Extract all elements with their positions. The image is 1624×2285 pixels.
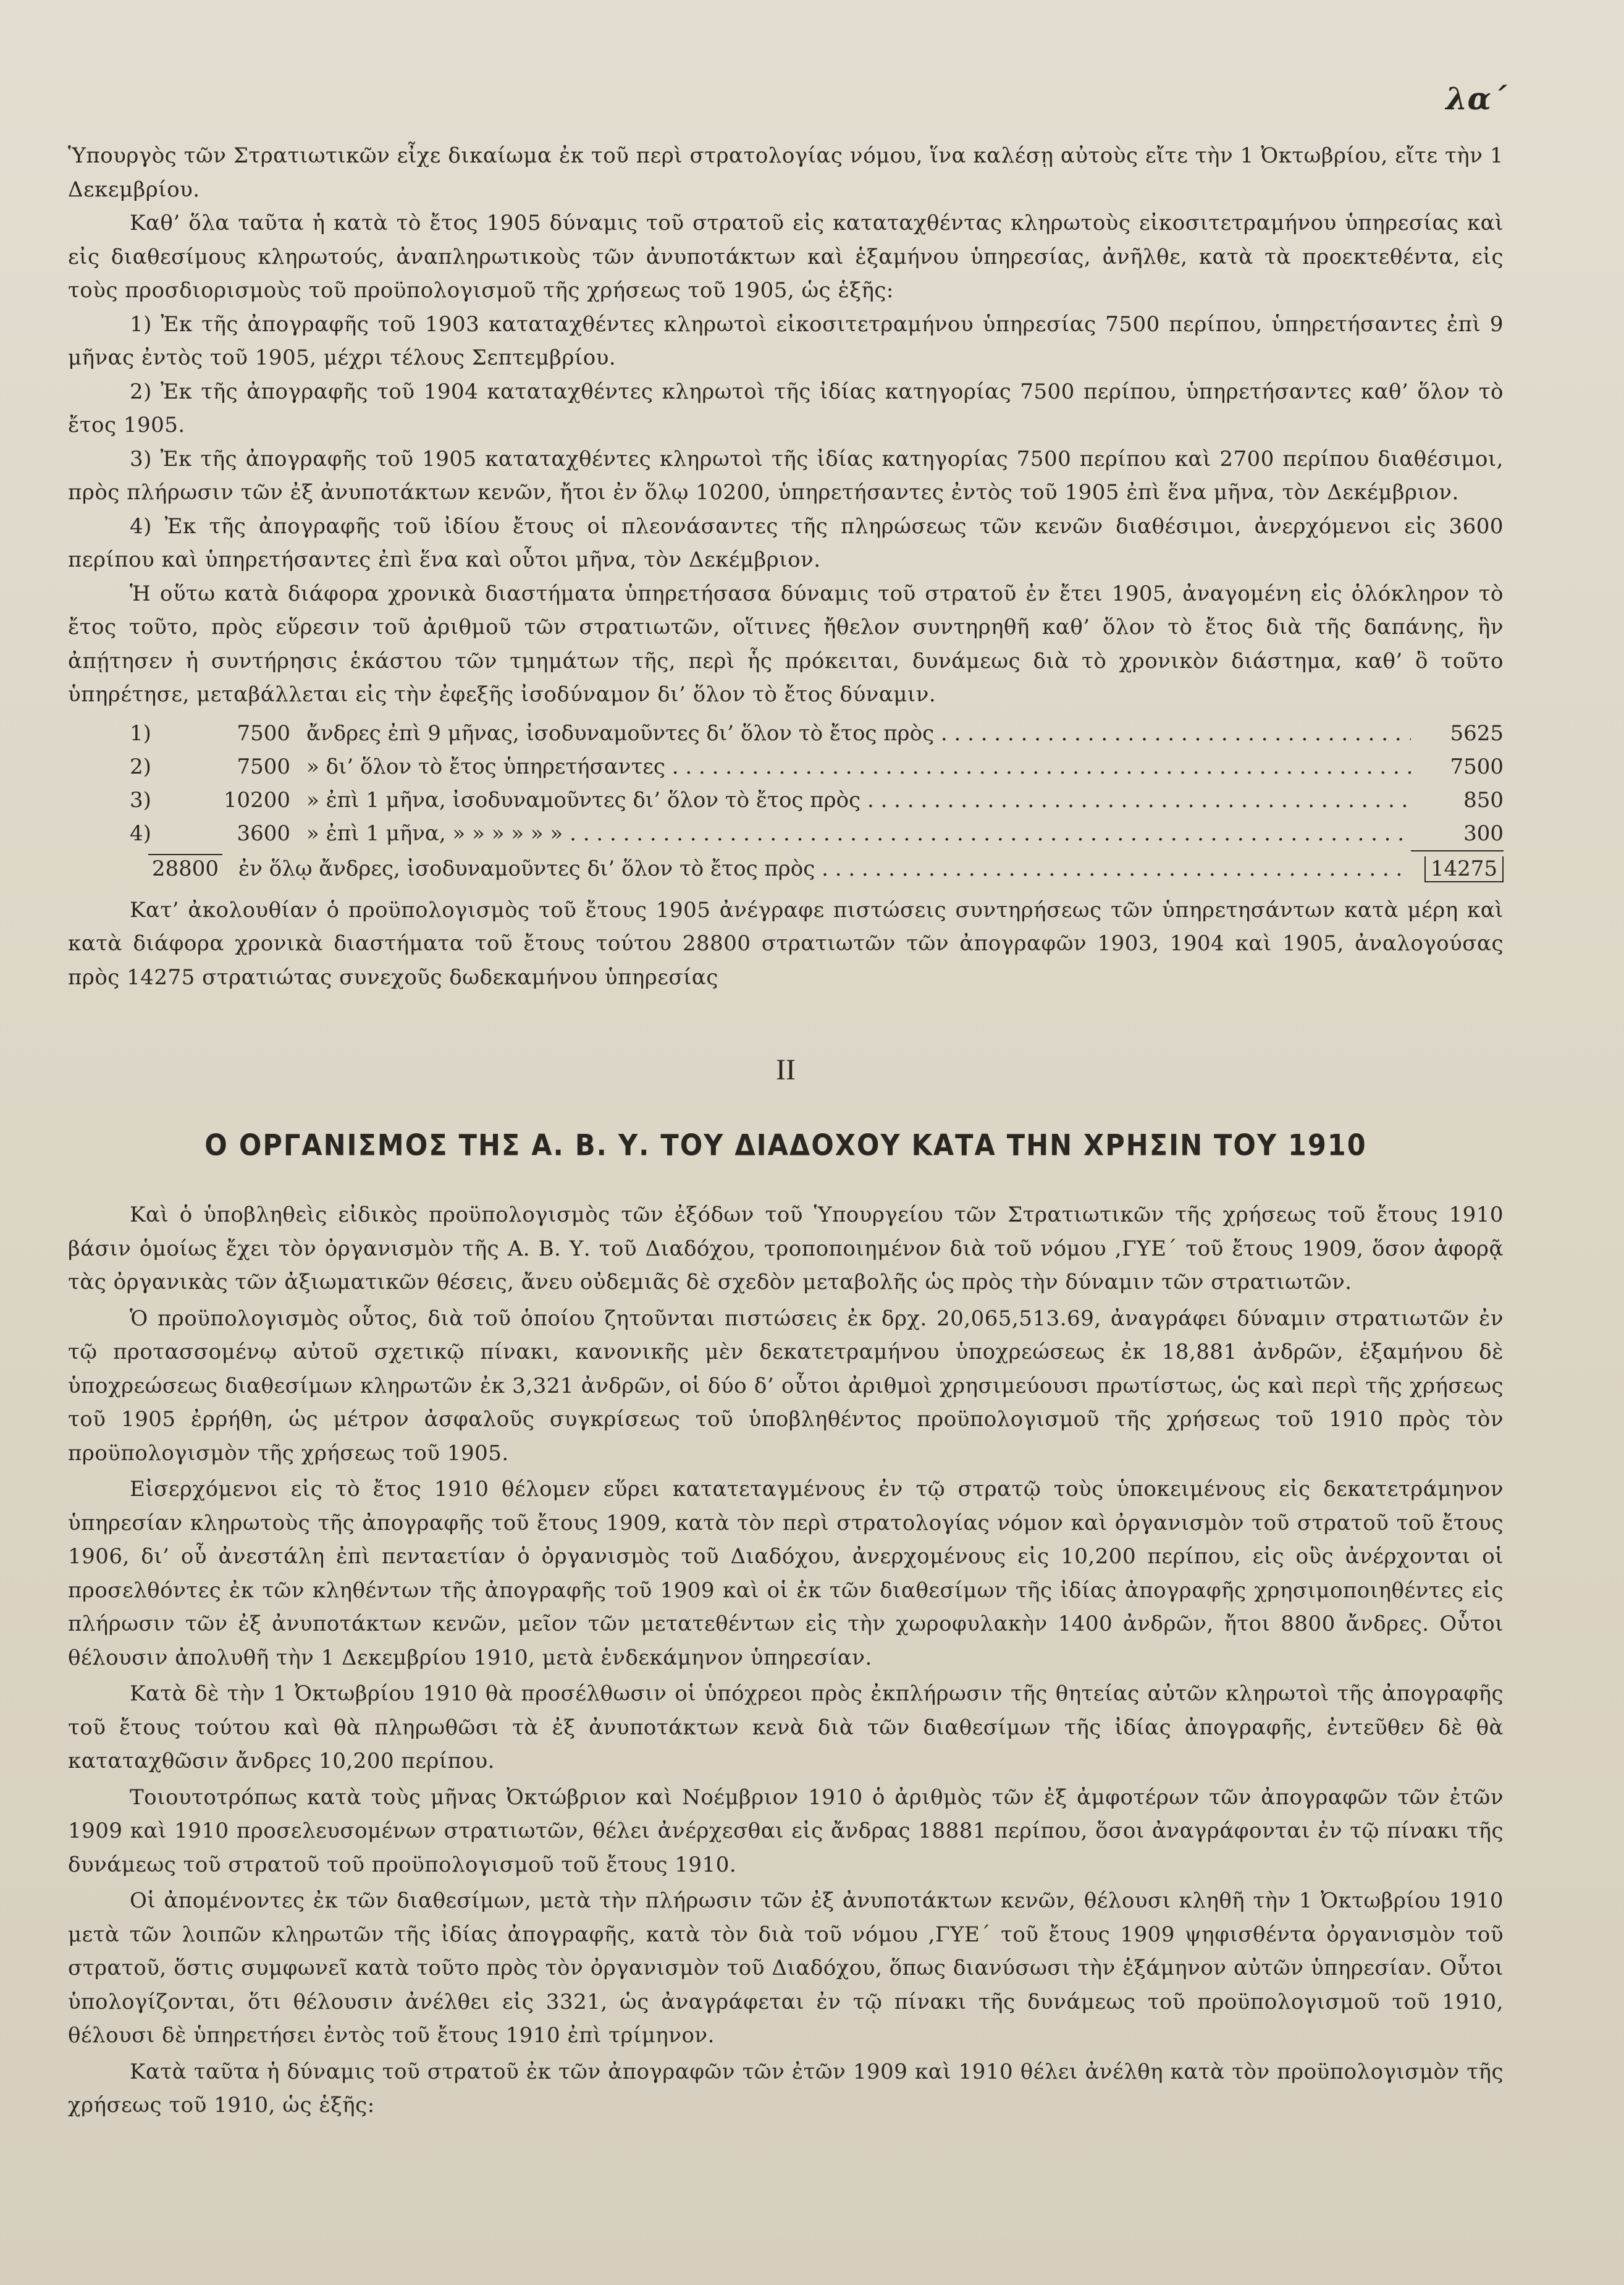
row-count: 7500 [237,720,290,746]
section-1-text [68,139,1504,712]
table-row [68,783,1504,817]
section-2-text [68,1198,1504,2122]
page-number: λα΄ [1445,80,1507,117]
row-index: 4) [130,821,151,846]
total-value: 14275 [1424,856,1504,882]
closing-paragraph: Κατ’ ἀκολουθίαν ὁ προϋπολογισμὸς τοῦ ἔτους 1905 ἀνέγραφε πιστώσεις συντηρήσεως τῶν ὑπηρετησάντων κατὰ μέρη καὶ κατὰ διάφορα χρονικὰ διαστήματα τοῦ ἔτους τούτου 28800 στρατιωτῶν τῶν ἀπογραφῶν 1903, 1904 καὶ 1905, ἀναλογούσας πρὸς 14275 στρατιώτας συνεχοῦς δωδεκαμήνου ὑπηρεσίας [68,897,1504,990]
list-item: 3) Ἐκ τῆς ἀπογραφῆς τοῦ 1905 καταταχθέντες κληρωτοὶ τῆς ἰδίας κατηγορίας 7500 περίπου καὶ 2700 περίπου διαθέσιμοι, πρὸς πλήρωσιν τῶν ἐξ ἀνυποτάκτων κενῶν, ἤτοι ἐν ὅλῳ 10200, ὑπηρετήσαντες ἐντὸς τοῦ 1905 ἐπὶ ἕνα μῆνα, τὸν Δεκέμβριον. [68,446,1504,505]
paragraph: Κατὰ ταῦτα ἡ δύναμις τοῦ στρατοῦ ἐκ τῶν ἀπογραφῶν τῶν ἐτῶν 1909 καὶ 1910 θέλει ἀνέλθη κατὰ τὸν προϋπολογισμὸν τῆς χρήσεως τοῦ 1910, ὡς ἑξῆς: [68,2059,1504,2118]
table-row [68,717,1504,750]
row-description: ἄνδρες ἐπὶ 9 μῆνας, ἰσοδυναμοῦντες δι’ ὅλον τὸ ἔτος πρὸς . . . [306,717,1411,750]
total-count: 28800 [148,854,222,881]
row-description: » δι’ ὅλον τὸ ἔτος ὑπηρετήσαντες . . . [306,750,1411,783]
list-item: 1) Ἐκ τῆς ἀπογραφῆς τοῦ 1903 καταταχθέντες κληρωτοὶ εἰκοσιτετραμήνου ὑπηρεσίας 7500 περίπου, ὑπηρετήσαντες ἐπὶ 9 μῆνας ἐντὸς τοῦ 1905, μέχρι τέλους Σεπτεμβρίου. [68,311,1504,370]
section-title: Ο ΟΡΓΑΝΙΣΜΟΣ ΤΗΣ Α. Β. Υ. ΤΟΥ ΔΙΑΔΟΧΟΥ ΚΑΤΑ ΤΗΝ ΧΡΗΣΙΝ ΤΟΥ 1910 [204,1128,1367,1163]
paragraph: Κατὰ δὲ τὴν 1 Ὀκτωβρίου 1910 θὰ προσέλθωσιν οἱ ὑπόχρεοι πρὸς ἐκπλήρωσιν τῆς θητείας αὐτῶν κληρωτοὶ τῆς ἀπογραφῆς τοῦ ἔτους τούτου καὶ θὰ πληρωθῶσι τὰ ἐξ ἀνυποτάκτων κενὰ διὰ τῶν διαθεσίμων τῆς ἰδίας ἀπογραφῆς, ἐντεῦθεν δὲ θὰ καταταχθῶσιν ἄνδρες 10,200 περίπου. [68,1681,1504,1773]
list-item: 2) Ἐκ τῆς ἀπογραφῆς τοῦ 1904 καταταχθέντες κληρωτοὶ τῆς ἰδίας κατηγορίας 7500 περίπου, ὑπηρετήσαντες καθ’ ὅλον τὸ ἔτος 1905. [68,379,1504,437]
paragraph: Ἡ οὕτω κατὰ διάφορα χρονικὰ διαστήματα ὑπηρετήσασα δύναμις τοῦ στρατοῦ ἐν ἔτει 1905, ἀναγομένη εἰς ὁλόκληρον τὸ ἔτος τοῦτο, πρὸς εὕρεσιν τοῦ ἀριθμοῦ τῶν στρατιωτῶν, οἵτινες ἤθελον συντηρηθῆ καθ’ ὅλον τὸ ἔτος διὰ τῆς δαπάνης, ἣν ἀπῄτησεν ἡ συντήρησις ἑκάστου τῶν τμημάτων τῆς, περὶ ἧς πρόκειται, δυνάμεως διὰ τὸ χρονικὸν διάστημα, καθ’ ὃ τοῦτο ὑπηρέτησε, μεταβάλλεται εἰς τὴν ἐφεξῆς ἰσοδύναμον δι’ ὅλον τὸ ἔτος δύναμιν. [68,581,1504,707]
row-index: 2) [130,754,151,779]
page-content [68,139,1504,2122]
row-count: 7500 [237,754,290,779]
table-total-row [68,850,1504,887]
paragraph: Καὶ ὁ ὑποβληθεὶς εἰδικὸς προϋπολογισμὸς τῶν ἐξόδων τοῦ Ὑπουργείου τῶν Στρατιωτικῶν τῆς χρήσεως τοῦ ἔτους 1910 βάσιν ὁμοίως ἔχει τὸν ὀργανισμὸν τῆς Α. Β. Υ. τοῦ Διαδόχου, τροποποιημένον διὰ τοῦ νόμου ,ΓΥΕ΄ τοῦ ἔτους 1909, ὅσον ἀφορᾷ τὰς ὀργανικὰς τῶν ἀξιωματικῶν θέσεις, ἄνευ οὐδεμιᾶς δὲ σχεδὸν μεταβολῆς ὡς πρὸς τὴν δύναμιν τῶν στρατιωτῶν. [68,1202,1504,1295]
paragraph: Οἱ ἀπομένοντες ἐκ τῶν διαθεσίμων, μετὰ τὴν πλήρωσιν τῶν ἐξ ἀνυποτάκτων κενῶν, θέλουσι κληθῆ τὴν 1 Ὀκτωβρίου 1910 μετὰ τῶν λοιπῶν κληρωτῶν τῆς ἰδίας ἀπογραφῆς, κατὰ τὸν διὰ τοῦ νόμου ,ΓΥΕ΄ τοῦ ἔτους 1909 ψηφισθέντα ὀργανισμὸν τοῦ στρατοῦ, ὅστις συμφωνεῖ κατὰ τοῦτο πρὸς τὸν ὀργανισμὸν τοῦ Διαδόχου, ὅπως διανύσωσι τὴν ἑξάμηνον αὐτῶν ὑπηρεσίαν. Οὗτοι ὑπολογίζονται, ὅτι θέλουσιν ἀνέλθει εἰς 3321, ὡς ἀναγράφεται ἐν τῷ πίνακι τῆς δυνάμεως τοῦ προϋπολογισμοῦ τοῦ 1910, θέλουσι δὲ ὑπηρετήσει ἐντὸς τοῦ ἔτους 1910 ἐπὶ τρίμηνον. [68,1888,1504,2048]
table-row [68,817,1504,850]
section-number: II [776,1054,796,1086]
row-description: » ἐπὶ 1 μῆνα, ἰσοδυναμοῦντες δι’ ὅλον τὸ ἔτος πρὸς . . . [306,783,1411,817]
row-value: 850 [1463,787,1504,813]
total-description: ἐν ὅλῳ ἄνδρες, ἰσοδυναμοῦντες δι’ ὅλον τὸ ἔτος πρὸς . . . [238,850,1411,887]
table-row [68,750,1504,783]
row-value: 300 [1411,817,1504,851]
total-value-cell [1411,850,1504,887]
list-item: 4) Ἐκ τῆς ἀπογραφῆς τοῦ ἰδίου ἔτους οἱ πλεονάσαντες τῆς πληρώσεως τῶν κενῶν διαθέσιμοι, ἀνερχόμενοι εἰς 3600 περίπου καὶ ὑπηρετήσαντες ἐπὶ ἕνα καὶ οὗτοι μῆνα, τὸν Δεκέμβριον. [68,513,1504,572]
paragraph: Εἰσερχόμενοι εἰς τὸ ἔτος 1910 θέλομεν εὕρει κατατεταγμένους ἐν τῷ στρατῷ τοὺς ὑποκειμένους εἰς δεκατετράμηνον ὑπηρεσίαν κληρωτοὺς τῆς ἀπογραφῆς τοῦ ἔτους 1909, κατὰ τὸν περὶ στρατολογίας νόμον καὶ ὀργανισμὸν τοῦ στρατοῦ τοῦ ἔτους 1906, δι’ οὗ ἀνεστάλη ἐπὶ πενταετίαν ὁ ὀργανισμὸς τοῦ Διαδόχου, ἀνερχομένους εἰς 10,200 περίπου, εἰς οὓς ἀνέρχονται οἱ προσελθόντες ἐκ τῶν κληθέντων τῆς ἀπογραφῆς τοῦ 1909 καὶ οἱ ἐκ τῶν διαθεσίμων τῆς ἰδίας ἀπογραφῆς χρησιμοποιηθέντες εἰς πλήρωσιν τῶν ἐξ ἀνυποτάκτων κενῶν, μεῖον τῶν μετατεθέντων εἰς τὴν χωροφυλακὴν 1400 ἀνδρῶν, ἤτοι 8800 ἄνδρες. Οὗτοι θέλουσιν ἀπολυθῆ τὴν 1 Δεκεμβρίου 1910, μετὰ ἑνδεκάμηνον ὑπηρεσίαν. [68,1477,1504,1670]
row-count: 3600 [237,821,290,846]
paragraph: Καθ’ ὅλα ταῦτα ἡ κατὰ τὸ ἔτος 1905 δύναμις τοῦ στρατοῦ εἰς καταταχθέντας κληρωτοὺς εἰκοσιτετραμήνου ὑπηρεσίας καὶ εἰς διαθεσίμους κληρωτούς, ἀναπληρωτικοὺς τῶν ἀνυποτάκτων καὶ ἑξαμήνου ὑπηρεσίας, ἀνῆλθε, κατὰ τὰ προεκτεθέντα, εἰς τοὺς προσδιορισμοὺς τοῦ προϋπολογισμοῦ τῆς χρήσεως τοῦ 1905, ὡς ἑξῆς: [68,211,1504,303]
total-count-cell [68,850,238,887]
row-index: 1) [130,720,151,746]
row-count: 10200 [223,787,290,813]
paragraph: Τοιουτοτρόπως κατὰ τοὺς μῆνας Ὀκτώβριον καὶ Νοέμβριον 1910 ὁ ἀριθμὸς τῶν ἐξ ἀμφοτέρων τῶν ἀπογραφῶν τῶν ἐτῶν 1909 καὶ 1910 προσελευσομένων στρατιωτῶν, θέλει ἀνέρχεσθαι εἰς ἄνδρας 18881 περίπου, ὅσοι ἀναγράφονται ἐν τῷ πίνακι τῆς δυνάμεως τοῦ στρατοῦ τοῦ προϋπολογισμοῦ τοῦ ἔτους 1910. [68,1784,1504,1877]
paragraph: Ὑπουργὸς τῶν Στρατιωτικῶν εἶχε δικαίωμα ἐκ τοῦ περὶ στρατολογίας νόμου, ἵνα καλέσῃ αὐτοὺς εἴτε τὴν 1 Ὀκτωβρίου, εἴτε τὴν 1 Δεκεμβρίου. [68,143,1504,202]
row-value: 7500 [1450,754,1504,779]
row-index: 3) [130,787,151,813]
strength-table [68,717,1504,887]
paragraph: Ὁ προϋπολογισμὸς οὗτος, διὰ τοῦ ὁποίου ζητοῦνται πιστώσεις ἐκ δρχ. 20,065,513.69, ἀναγράφει δύναμιν στρατιωτῶν ἐν τῷ προτασσομένῳ αὐτοῦ σχετικῷ πίνακι, κανονικῆς μὲν δεκατετραμήνου ὑποχρεώσεως ἐκ 18,881 ἀνδρῶν, ἑξαμήνου δὲ ὑποχρεώσεως διαθεσίμων κληρωτῶν ἐκ 3,321 ἀνδρῶν, οἱ δύο δ’ οὗτοι ἀριθμοὶ χρησιμεύουσι πρωτίστως, ὡς καὶ περὶ τῆς χρήσεως τοῦ 1905 ἐρρήθη, ὡς μέτρον ἀσφαλοῦς συγκρίσεως τοῦ ὑποβληθέντος προϋπολογισμοῦ τῆς χρήσεως τοῦ 1910 πρὸς τὸν προϋπολογισμὸν τῆς χρήσεως τοῦ 1905. [68,1306,1504,1466]
row-description: » ἐπὶ 1 μῆνα, » » » » » » . . . [306,817,1411,850]
row-value: 5625 [1450,720,1504,746]
